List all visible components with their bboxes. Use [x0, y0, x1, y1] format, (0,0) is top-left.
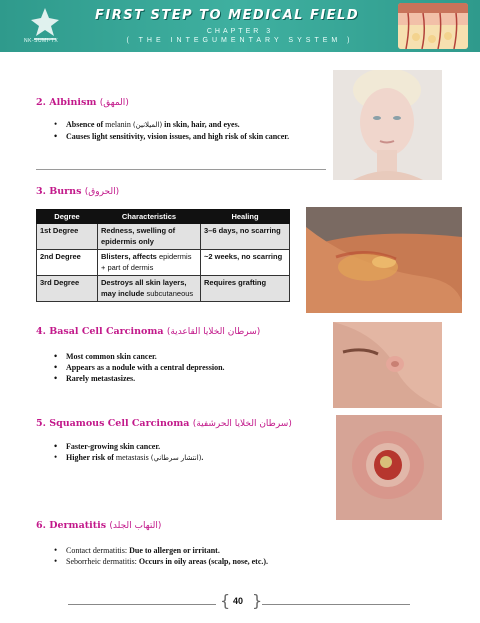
- list-item: • Rarely metastasizes.: [66, 373, 328, 384]
- footer-rule-left: [68, 604, 216, 605]
- scc-list: [54, 441, 328, 464]
- cell-text: epidermis only: [101, 236, 154, 246]
- section-title-arabic: (المهق): [99, 98, 129, 108]
- page-header: [0, 0, 480, 52]
- cell-healing: 3–6 days, no scarring: [201, 224, 290, 250]
- list-item: [66, 452, 328, 464]
- section-title-burns: [36, 186, 119, 197]
- bullet-text: .: [201, 453, 204, 462]
- table-row: [37, 276, 290, 302]
- section-title-text: 6. Dermatitis: [36, 520, 107, 531]
- burn-photo: [306, 207, 462, 313]
- bullet-text: in skin, hair, and eyes.: [162, 120, 240, 129]
- bullet-text: Absence of: [66, 120, 106, 129]
- chapter-subtitle: ( THE INTEGUMENTARY SYSTEM ): [126, 37, 354, 44]
- brace-left-icon: {: [220, 591, 231, 610]
- bullet-text: Seborrheic dermatitis:: [66, 557, 139, 566]
- bullet-text: Higher risk of: [66, 453, 116, 462]
- bullet-text: Occurs in oily areas (scalp, nose, etc.).: [138, 557, 269, 566]
- cell-degree: 3rd Degree: [37, 276, 98, 302]
- term-arabic: (انتشار سرطاني): [150, 454, 202, 462]
- section-title-bcc: [36, 326, 260, 337]
- cell-characteristics: [98, 250, 201, 276]
- cell-text: subcutaneous: [146, 288, 194, 298]
- cell-text: Blisters, affects: [101, 252, 157, 261]
- cell-text: epidermis + part of dermis: [101, 252, 192, 272]
- footer-rule-right: [262, 604, 410, 605]
- cell-healing: Requires grafting: [201, 276, 290, 302]
- section-title-dermatitis: [36, 520, 161, 531]
- dermatitis-list: [54, 545, 396, 567]
- table-header-row: [37, 210, 290, 224]
- list-item: • Appears as a nodule with a central depression.: [66, 362, 328, 373]
- cell-degree: 1st Degree: [37, 224, 98, 250]
- section-title-arabic: (الحروق): [84, 187, 120, 197]
- burns-table: [36, 209, 290, 302]
- cell-characteristics: [98, 276, 201, 302]
- term: metastasis: [115, 453, 149, 462]
- list-item: [66, 119, 328, 131]
- logo-text: NK-SUMI-TX: [24, 38, 59, 44]
- bullet-text: Contact dermatitis:: [66, 546, 130, 555]
- term-arabic: (الميلانين): [132, 121, 163, 129]
- column-header: Healing: [201, 210, 290, 224]
- cell-degree: 2nd Degree: [37, 250, 98, 276]
- section-title-text: 5. Squamous Cell Carcinoma: [36, 418, 190, 429]
- header-title: FIRST STEP TO MEDICAL FIELD: [95, 8, 360, 23]
- bcc-list: [54, 351, 328, 384]
- section-title-text: 3. Burns: [36, 186, 82, 197]
- brace-right-icon: }: [252, 591, 263, 610]
- cell-characteristics: [98, 224, 201, 250]
- column-header: Characteristics: [98, 210, 201, 224]
- bcc-photo: [333, 322, 442, 408]
- column-header: Degree: [37, 210, 98, 224]
- bullet-text: Due to allergen or irritant.: [129, 546, 220, 555]
- cell-text: Destroys all skin layers, may include: [101, 278, 187, 298]
- cell-text: Redness, swelling of: [101, 226, 176, 235]
- list-item: [66, 556, 396, 567]
- section-title-scc: [36, 418, 292, 429]
- table-row: [37, 250, 290, 276]
- skin-layers-image: [398, 3, 468, 49]
- divider: [36, 169, 326, 170]
- scc-photo: [336, 415, 442, 520]
- section-title-text: 2. Albinism: [36, 97, 97, 108]
- list-item: • Faster-growing skin cancer.: [66, 441, 328, 452]
- chapter-label: CHAPTER 3: [206, 28, 274, 35]
- list-item: • Causes light sensitivity, vision issues, and high risk of skin cancer.: [66, 131, 328, 142]
- term: melanin: [105, 120, 131, 129]
- section-title-albinism: [36, 97, 129, 108]
- albinism-list: [54, 119, 328, 142]
- section-title-text: 4. Basal Cell Carcinoma: [36, 326, 164, 337]
- cell-healing: ~2 weeks, no scarring: [201, 250, 290, 276]
- list-item: [66, 545, 396, 556]
- list-item: • Most common skin cancer.: [66, 351, 328, 362]
- page-number: 40: [232, 596, 243, 606]
- albinism-photo: [333, 70, 442, 180]
- section-title-arabic: (التهاب الجلد): [109, 521, 162, 531]
- section-title-arabic: (سرطان الخلايا الحرشفية): [192, 419, 292, 429]
- section-title-arabic: (سرطان الخلايا القاعدية): [166, 327, 261, 337]
- table-row: [37, 224, 290, 250]
